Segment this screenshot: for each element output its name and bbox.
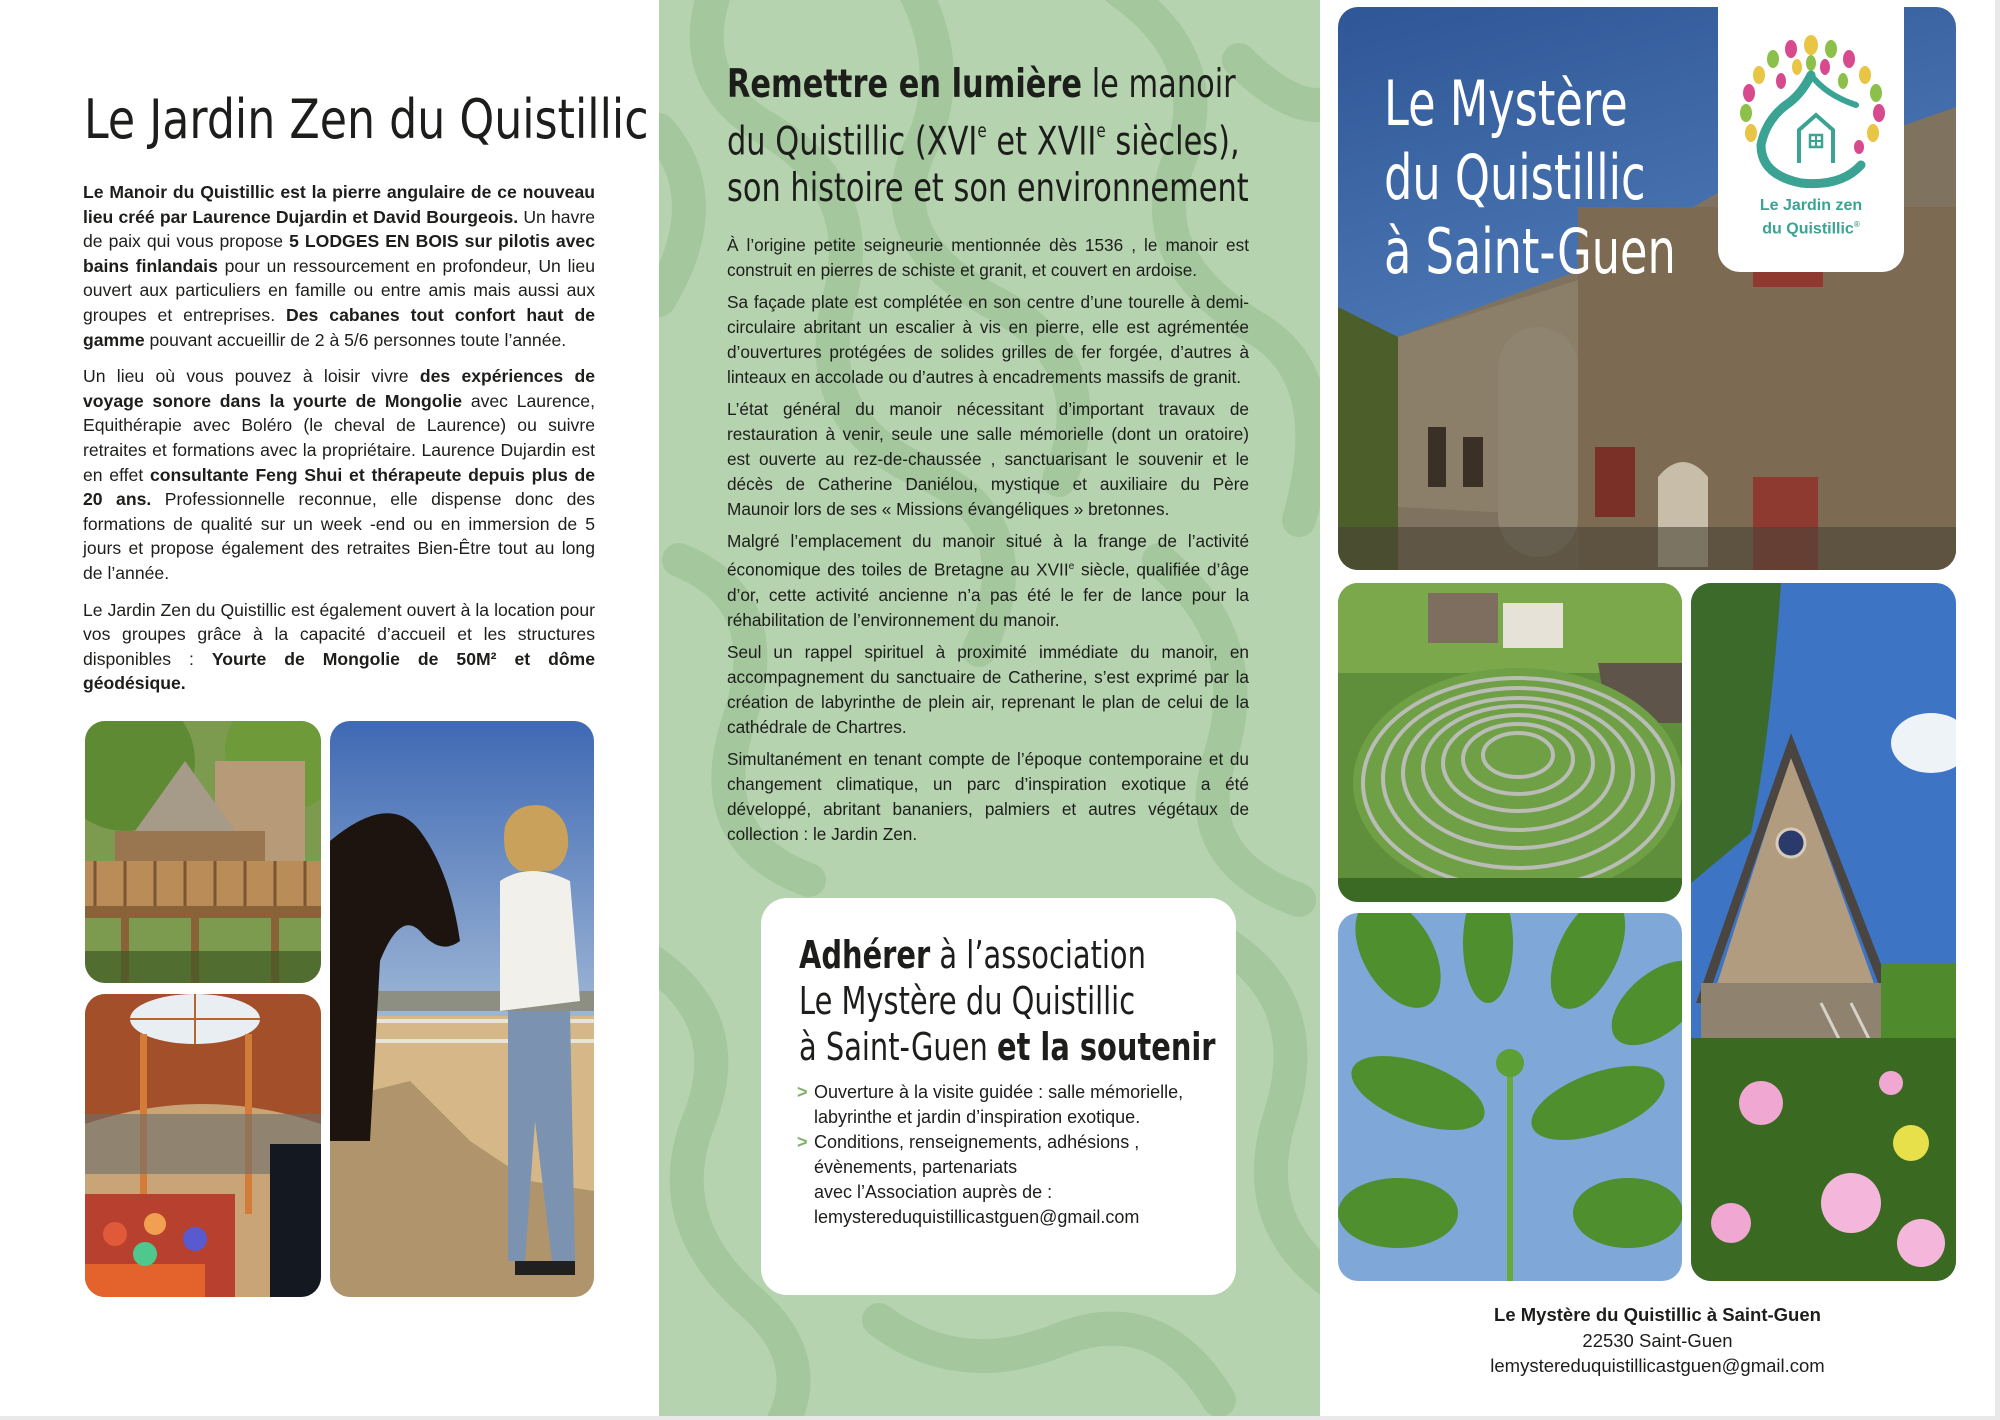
left-body-text — [83, 180, 595, 708]
yurt-photo — [85, 994, 321, 1297]
association-title-bold: et la soutenir — [996, 1025, 1216, 1069]
association-title-part: à l’association — [930, 933, 1146, 977]
text-run: L’état général du manoir nécessitant d’important travaux de restauration à venir, seule une salle mémorielle (dont un oratoire) est ouverte au rez-de-chaussée , sanctuarisant le souvenir et le décès de Catherine Daniélou, mystique et auxiliaire du Père Maunoir lors de ses « Missions évangéliques » bretonnes. — [727, 399, 1249, 519]
center-paragraph — [727, 397, 1249, 522]
labyrinth-photo — [1338, 583, 1682, 902]
center-title — [727, 62, 1249, 212]
treehouse-photo — [85, 721, 321, 983]
bold-text-run: Des cabanes tout confort haut de gamme — [83, 304, 595, 350]
center-title-part: et XVII — [986, 119, 1097, 165]
text-run: pouvant accueillir de 2 à 5/6 personnes toute l’année. — [144, 329, 567, 350]
registered-mark: ® — [1853, 220, 1860, 229]
left-panel — [0, 0, 659, 1416]
footer-email-link[interactable]: lemystereduquistillicastguen@gmail.com — [1490, 1355, 1825, 1376]
center-body-text — [727, 233, 1249, 854]
footer-contact — [1320, 1302, 1995, 1379]
association-list — [797, 1080, 1217, 1230]
left-paragraph — [83, 598, 595, 696]
footer-address: 22530 Saint-Guen — [1582, 1329, 1733, 1351]
center-paragraph — [727, 747, 1249, 847]
left-paragraph — [83, 364, 595, 585]
association-title-bold: Adhérer — [799, 933, 931, 977]
association-title-part: Le Mystère du Quistillic — [799, 979, 1136, 1023]
bold-text-run: Yourte de Mongolie de 50M² et dôme géodésique. — [83, 648, 595, 694]
association-title-part: à Saint-Guen — [799, 1025, 997, 1069]
center-title-part: le manoir — [1082, 62, 1236, 107]
text-run: pour un ressourcement en profondeur, Un lieu ouvert aux particuliers en famille ou entre amis mais aussi aux groupes et entreprises. — [83, 255, 595, 325]
association-email-link[interactable]: lemystereduquistillicastguen@gmail.com — [814, 1207, 1140, 1227]
center-title-part: siècles), — [1105, 119, 1240, 165]
text-run: Sa façade plate est complétée en son centre d’une tourelle à demi-circulaire abritant un escalier à vis en pierre, elle est agrémentée d’ouvertures protégées de solides grilles de fer forgée, d’autres à linteaux en accolade ou d’autres à encadrements massifs de granit. — [727, 292, 1249, 387]
center-title-bold: Remettre en lumière — [727, 62, 1083, 107]
superscript: e — [1096, 119, 1106, 142]
text-run: Professionnelle reconnue, elle dispense donc des formations de qualité sur un week -end ou en immersion de 5 jours et propose également des retraites Bien-Être tout au long de l’année. — [83, 489, 595, 583]
logo-text-line: Le Jardin zen — [1759, 197, 1863, 214]
tree-house-logo-icon — [1731, 35, 1891, 190]
center-paragraph — [727, 233, 1249, 283]
text-run: siècle, qualifiée d’âge d’or, cette activité ancienne n’a pas été le fer de lance pour la réhabilitation de l’environnement du manoir. — [727, 559, 1250, 630]
center-title-part: du Quistillic (XVI — [727, 119, 978, 165]
right-title — [1384, 67, 1676, 289]
right-title-line: Le Mystère — [1384, 67, 1628, 140]
bold-text-run: des expériences de voyage sonore dans la yourte de Mongolie — [83, 366, 595, 411]
palm-plant-photo — [1338, 913, 1682, 1281]
text-run: Un havre de paix qui vous propose — [83, 206, 595, 252]
logo — [1718, 0, 1904, 272]
bold-text-run: consultante Feng Shui et thérapeute depuis plus de 20 ans. — [83, 464, 596, 510]
text-run: Malgré l’emplacement du manoir situé à la frange de l’activité économique des toiles de Bretagne au XVII — [727, 531, 1249, 580]
text-run: Simultanément en tenant compte de l’époque contemporaine et du changement climatique, un parc d’inspiration exotique a été développé, abritant bananiers, palmiers et autres végétaux de collection : le Jardin Zen. — [727, 748, 1249, 844]
superscript: e — [977, 119, 987, 142]
center-title-part: son histoire et son environnement — [727, 165, 1249, 211]
center-paragraph — [727, 529, 1249, 633]
chevron-right-icon: > — [797, 1082, 808, 1102]
left-title: Le Jardin Zen du Quistillic — [84, 88, 649, 151]
text-run: Un lieu où vous pouvez à loisir vivre — [83, 366, 420, 387]
center-paragraph — [727, 640, 1249, 740]
list-item — [797, 1080, 1217, 1130]
right-panel — [1320, 0, 1995, 1416]
text-run: Seul un rappel spirituel à proximité immédiate du manoir, en accompagnement du sanctuaire de Catherine, s’est exprimé par la création de labyrinthe de plein air, reprenant le plan de celui de la cathédrale de Chartres. — [727, 641, 1249, 737]
logo-text — [1718, 196, 1904, 238]
text-run: À l’origine petite seigneurie mentionnée dès 1536 , le manoir est construit en pierres de schiste et granit, et couvert en ardoise. — [727, 235, 1249, 280]
text-run: Le Jardin Zen du Quistillic est également ouvert à la location pour vos groupes grâce à la capacité d’accueil et les structures disponibles : — [83, 599, 595, 669]
contact-line: avec l’Association auprès de : — [814, 1182, 1053, 1202]
left-paragraph — [83, 180, 595, 352]
association-title — [799, 932, 1216, 1070]
text-run: avec Laurence, Equithérapie avec Boléro (le cheval de Laurence) ou suivre retraites et formations avec la propriétaire. Laurence Dujardin est en effet — [83, 390, 595, 485]
bold-text-run: Le Manoir du Quistillic est la pierre angulaire de ce nouveau lieu créé par Laurence Dujardin et David Bourgeois. — [83, 182, 595, 227]
chevron-right-icon: > — [797, 1132, 808, 1152]
bold-text-run: 5 LODGES EN BOIS sur pilotis avec bains finlandais — [83, 231, 595, 276]
list-item-text: Conditions, renseignements, adhésions , évènements, partenariats — [814, 1132, 1140, 1177]
footer-name: Le Mystère du Quistillic à Saint-Guen — [1494, 1304, 1821, 1325]
list-item — [797, 1130, 1217, 1230]
right-title-line: à Saint-Guen — [1384, 215, 1676, 288]
association-card — [761, 898, 1236, 1295]
center-paragraph — [727, 290, 1249, 390]
cabin-flowers-photo — [1691, 583, 1956, 1281]
center-panel — [659, 0, 1320, 1416]
logo-text-line: du Quistillic — [1762, 220, 1854, 238]
superscript: e — [1068, 561, 1075, 572]
horse-photo — [330, 721, 594, 1297]
list-item-text: Ouverture à la visite guidée : salle mémorielle, labyrinthe et jardin d’inspiration exotique. — [814, 1082, 1184, 1127]
right-title-line: du Quistillic — [1384, 141, 1646, 214]
